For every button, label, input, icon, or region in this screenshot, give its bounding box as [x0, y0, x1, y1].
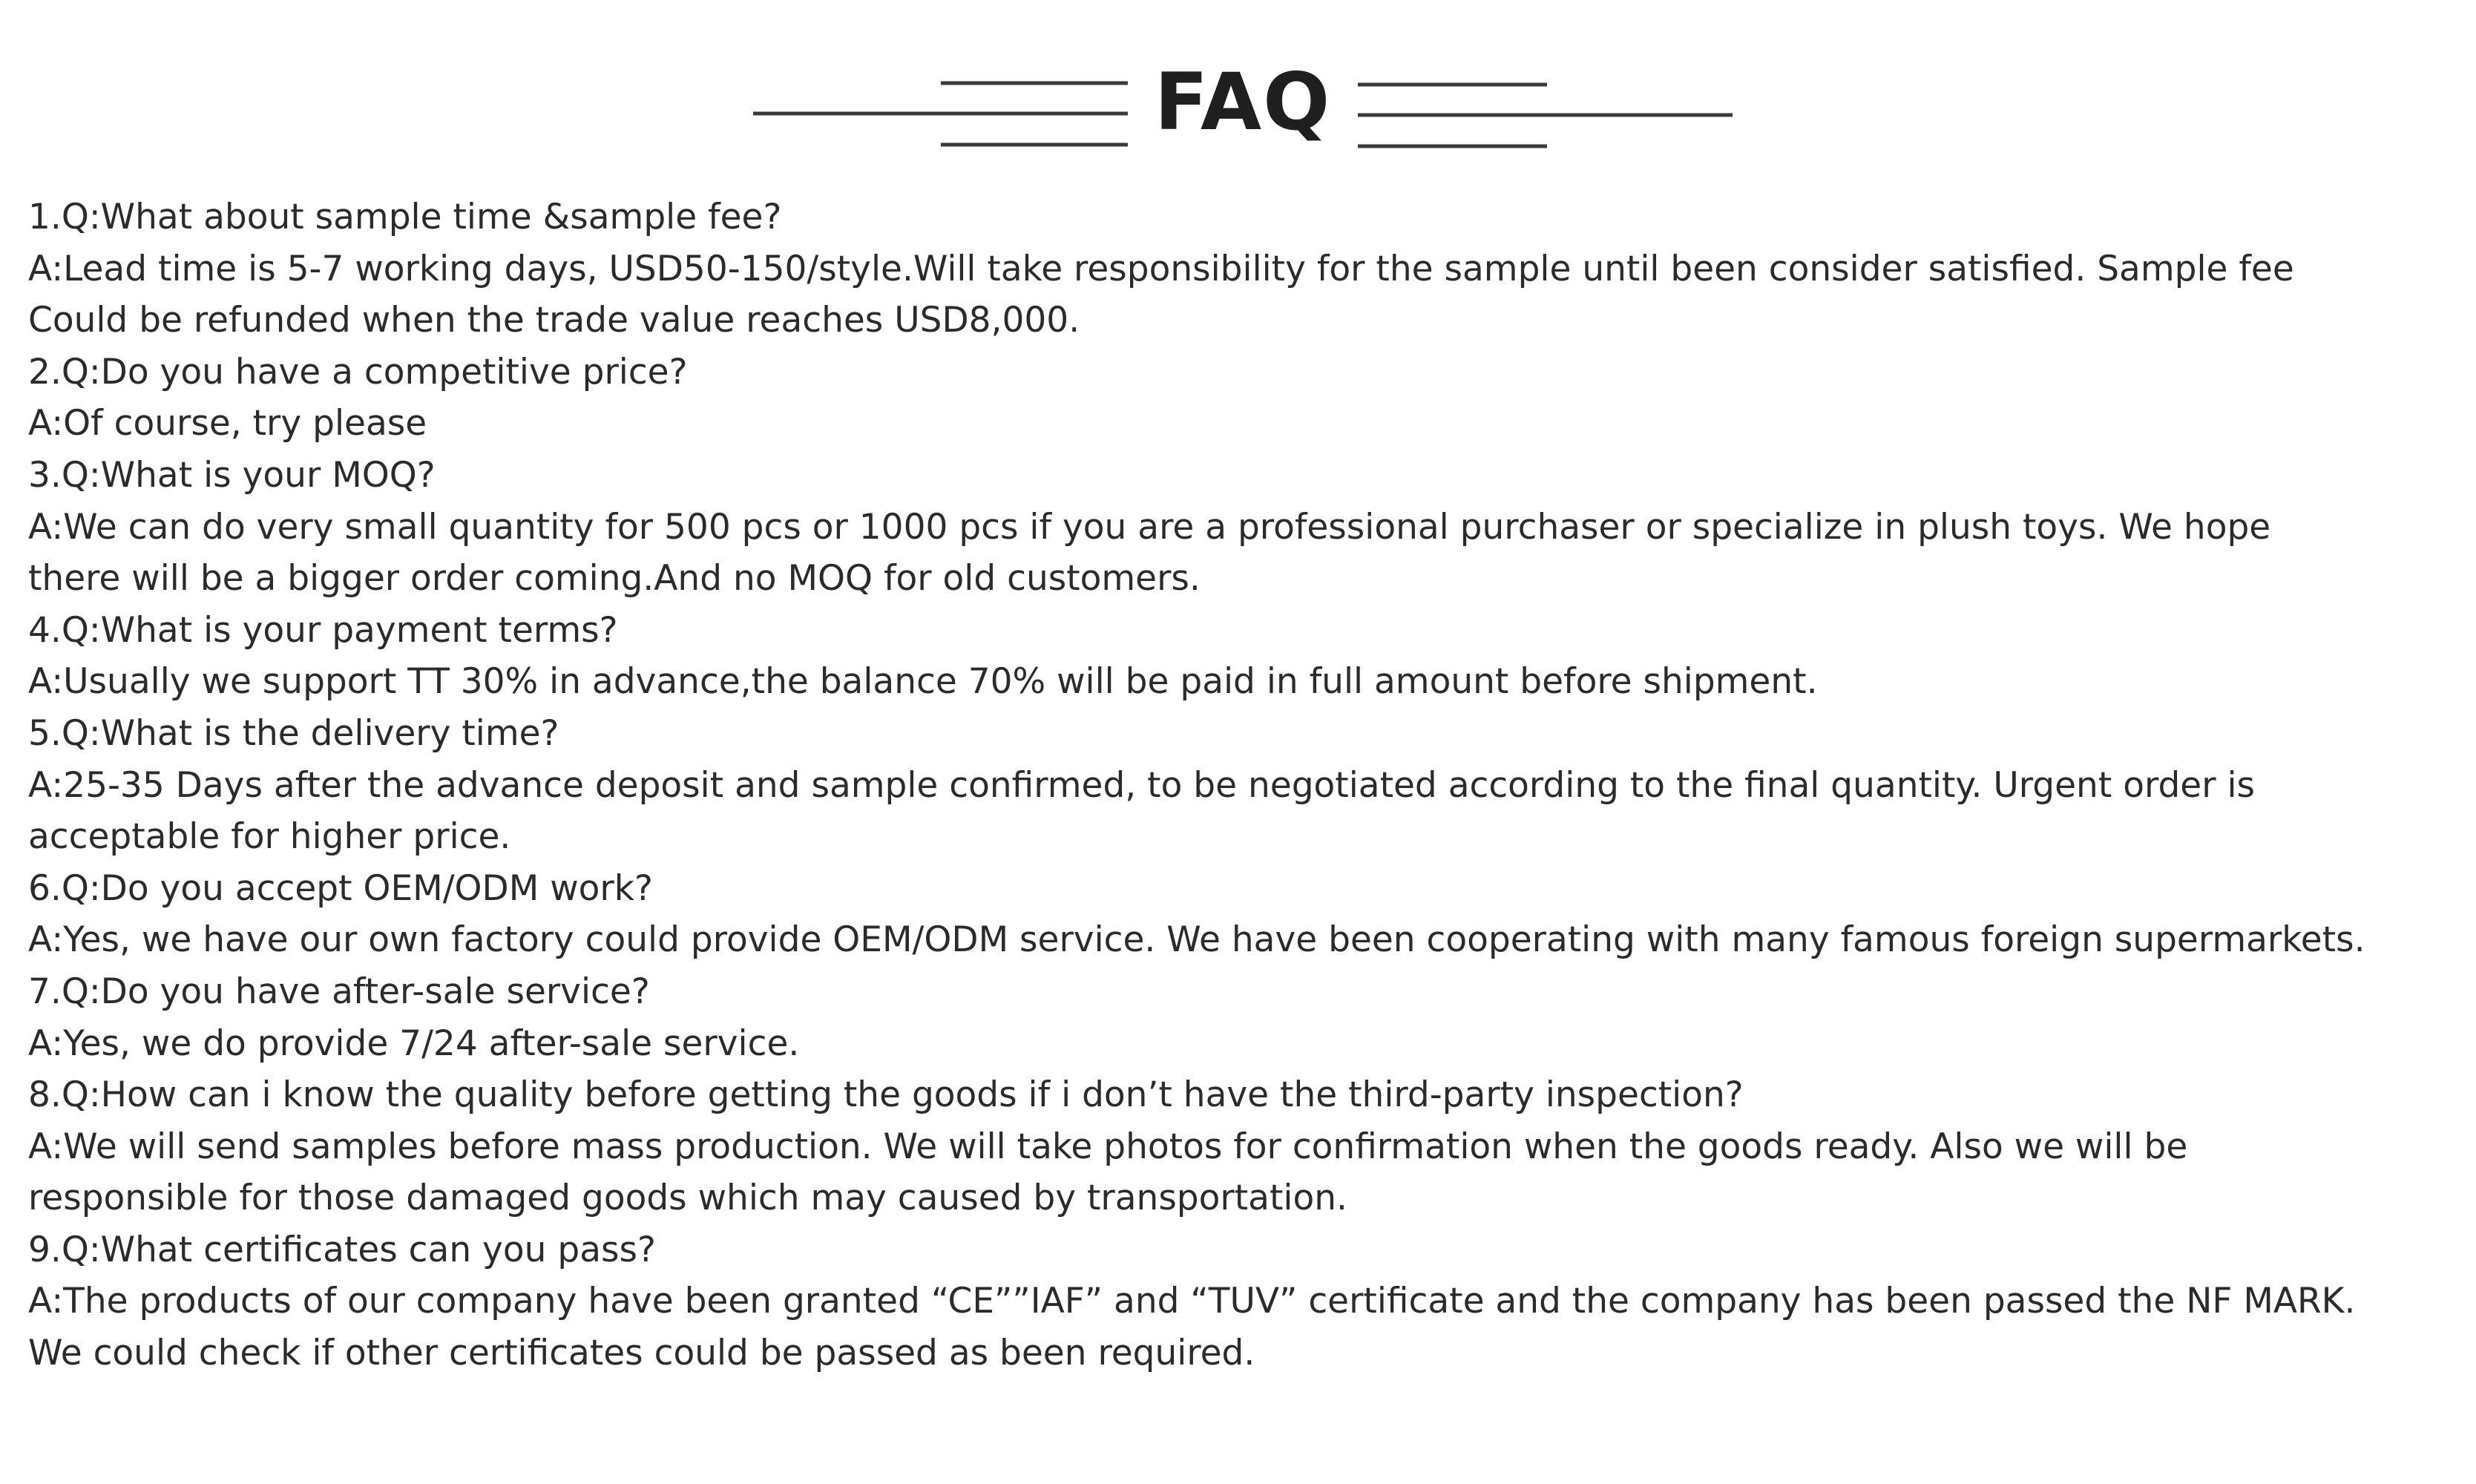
faq-question-8: 8.Q:How can i know the quality before getting the goods if i don’t have the third-party inspection? [28, 1074, 1744, 1116]
faq-answer-6: A:Yes, we have our own factory could provide OEM/ODM service. We have been cooperating with many famous foreign supermarkets. [28, 919, 2365, 961]
faq-list [28, 191, 2469, 1379]
faq-question-3: 3.Q:What is your MOQ? [28, 454, 436, 496]
faq-question-1: 1.Q:What about sample time &sample fee? [28, 197, 782, 237]
page-title: FAQ [1154, 56, 1332, 148]
faq-question-2: 2.Q:Do you have a competitive price? [28, 351, 688, 393]
faq-answer-9-line-1: A:The products of our company have been granted “CE””IAF” and “TUV” certificate and the company has been passed the NF MARK. [28, 1281, 2356, 1322]
faq-question-4: 4.Q:What is your payment terms? [28, 609, 618, 651]
faq-answer-5-line-1: A:25-35 Days after the advance deposit and sample confirmed, to be negotiated according to the final quantity. Urgent order is [28, 764, 2256, 806]
faq-answer-1-line-1: A:Lead time is 5-7 working days, USD50-150/style.Will take responsibility for the sample until been consider satisfied. Sample fee [28, 248, 2294, 289]
faq-answer-8-line-1: A:We will send samples before mass production. We will take photos for confirmation when the goods ready. Also we will be [28, 1126, 2188, 1167]
faq-question-7: 7.Q:Do you have after-sale service? [28, 971, 650, 1012]
faq-answer-1-line-2: Could be refunded when the trade value reaches USD8,000. [28, 300, 1080, 341]
faq-answer-8-line-2: responsible for those damaged goods which may caused by transportation. [28, 1178, 1347, 1219]
faq-answer-3-line-1: A:We can do very small quantity for 500 pcs or 1000 pcs if you are a professional purchaser or specialize in plush toys. We hope [28, 506, 2271, 548]
faq-header [0, 0, 2476, 171]
faq-answer-3-line-2: there will be a bigger order coming.And no MOQ for old customers. [28, 558, 1201, 600]
faq-answer-7: A:Yes, we do provide 7/24 after-sale service. [28, 1022, 800, 1064]
faq-answer-2: A:Of course, try please [28, 403, 427, 444]
faq-answer-4: A:Usually we support TT 30% in advance,the balance 70% will be paid in full amount before shipment. [28, 661, 1818, 703]
faq-question-9: 9.Q:What certificates can you pass? [28, 1229, 656, 1270]
faq-answer-9-line-2: We could check if other certificates could be passed as been required. [28, 1333, 1255, 1374]
faq-question-5: 5.Q:What is the delivery time? [28, 712, 559, 754]
faq-answer-5-line-2: acceptable for higher price. [28, 816, 511, 858]
faq-question-6: 6.Q:Do you accept OEM/ODM work? [28, 867, 653, 909]
